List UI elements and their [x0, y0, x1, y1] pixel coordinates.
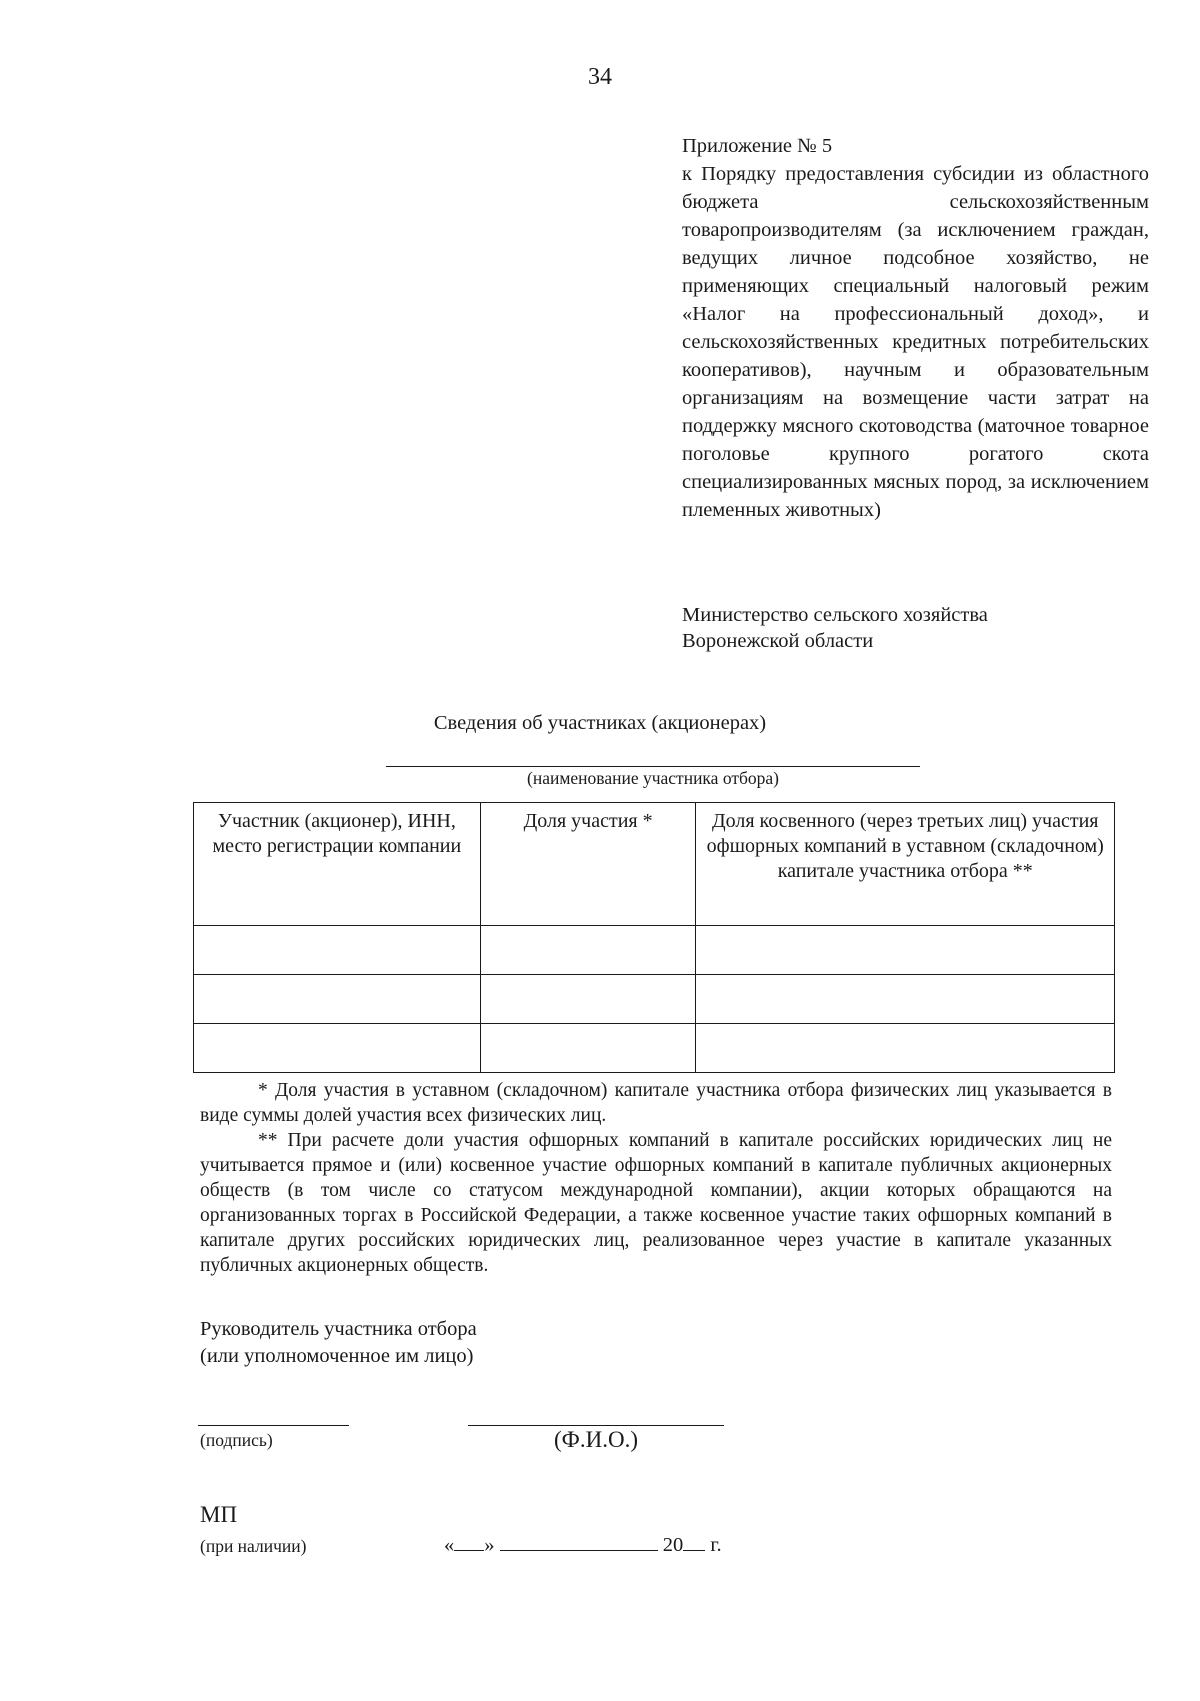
head-of-participant-label — [200, 1316, 477, 1370]
full-name-field[interactable] — [468, 1425, 724, 1426]
signature-caption: (подпись) — [200, 1430, 273, 1450]
table-row — [194, 975, 1115, 1024]
column-header-offshore-share: Доля косвенного (через третьих лиц) участия офшорных компаний в уставном (складочном) капитале участника отбора ** — [696, 803, 1115, 926]
table-cell-offshore-share[interactable] — [696, 926, 1115, 975]
signature-field[interactable] — [198, 1425, 349, 1426]
table-row — [194, 1024, 1115, 1073]
table-header-row — [194, 803, 1115, 926]
footnote-offshore: ** При расчете доли участия офшорных компаний в капитале российских юридических лиц не учитывается прямое и (или) косвенное участие офшорных компаний в капитале публичных акционерных обществ (в том числе со статусом международной компании), акции которых обращаются на организованных торгах в Российской Федерации, а также косвенное участие таких офшорных компаний в капитале других российских юридических лиц, реализованное через участие в капитале указанных публичных акционерных обществ. — [200, 1130, 1112, 1276]
participant-name-field[interactable] — [386, 766, 920, 767]
month-blank[interactable] — [500, 1530, 658, 1551]
footnote-share: * Доля участия в уставном (складочном) капитале участника отбора физических лиц указывается в виде суммы долей участия всех физических лиц. — [200, 1080, 1112, 1126]
participant-name-caption: (наименование участника отбора) — [527, 768, 779, 788]
column-header-share: Доля участия * — [480, 803, 696, 926]
head-label-line-1: Руководитель участника отбора — [200, 1318, 477, 1340]
table-cell-participant[interactable] — [194, 975, 481, 1024]
year-prefix: 20 — [662, 1534, 684, 1556]
table-cell-participant[interactable] — [194, 926, 481, 975]
date-close-quote: » — [484, 1534, 495, 1556]
head-label-line-2: (или уполномоченное им лицо) — [200, 1345, 474, 1367]
ministry-addressee — [682, 602, 1149, 654]
table-cell-offshore-share[interactable] — [696, 1024, 1115, 1073]
appendix-text: к Порядку предоставления субсидии из областного бюджета сельскохозяйственным товаропроизводителям (за исключением граждан, ведущих личное подсобное хозяйство, не применяющих специальный налоговый режим «Налог на профессиональный доход», и сельскохозяйственных кредитных потребительских кооперативов), научным и образовательным организациям на возмещение части затрат на поддержку мясного скотоводства (маточное товарное поголовье крупного рогатого скота специализированных мясных пород, за исключением племенных животных) — [682, 163, 1149, 521]
appendix-title: Приложение № 5 — [682, 135, 833, 157]
participants-table — [193, 802, 1115, 1073]
table-cell-share[interactable] — [480, 1024, 696, 1073]
footnotes — [200, 1078, 1112, 1278]
year-blank[interactable] — [683, 1530, 705, 1551]
stamp-caption: (при наличии) — [200, 1536, 307, 1556]
page-number: 34 — [588, 64, 612, 90]
table-cell-share[interactable] — [480, 926, 696, 975]
column-header-participant: Участник (акционер), ИНН, место регистрации компании — [194, 803, 481, 926]
day-blank[interactable] — [454, 1530, 484, 1551]
table-cell-share[interactable] — [480, 975, 696, 1024]
table-cell-offshore-share[interactable] — [696, 975, 1115, 1024]
table-row — [194, 926, 1115, 975]
stamp-label: МП — [200, 1502, 238, 1527]
appendix-header — [682, 132, 1149, 524]
date-field — [444, 1530, 722, 1557]
date-open-quote: « — [444, 1534, 455, 1556]
full-name-caption: (Ф.И.О.) — [554, 1427, 638, 1452]
table-cell-participant[interactable] — [194, 1024, 481, 1073]
year-suffix: г. — [710, 1534, 722, 1556]
ministry-line-1: Министерство сельского хозяйства — [682, 604, 988, 626]
form-title: Сведения об участниках (акционерах) — [433, 712, 767, 734]
ministry-line-2: Воронежской области — [682, 630, 874, 652]
